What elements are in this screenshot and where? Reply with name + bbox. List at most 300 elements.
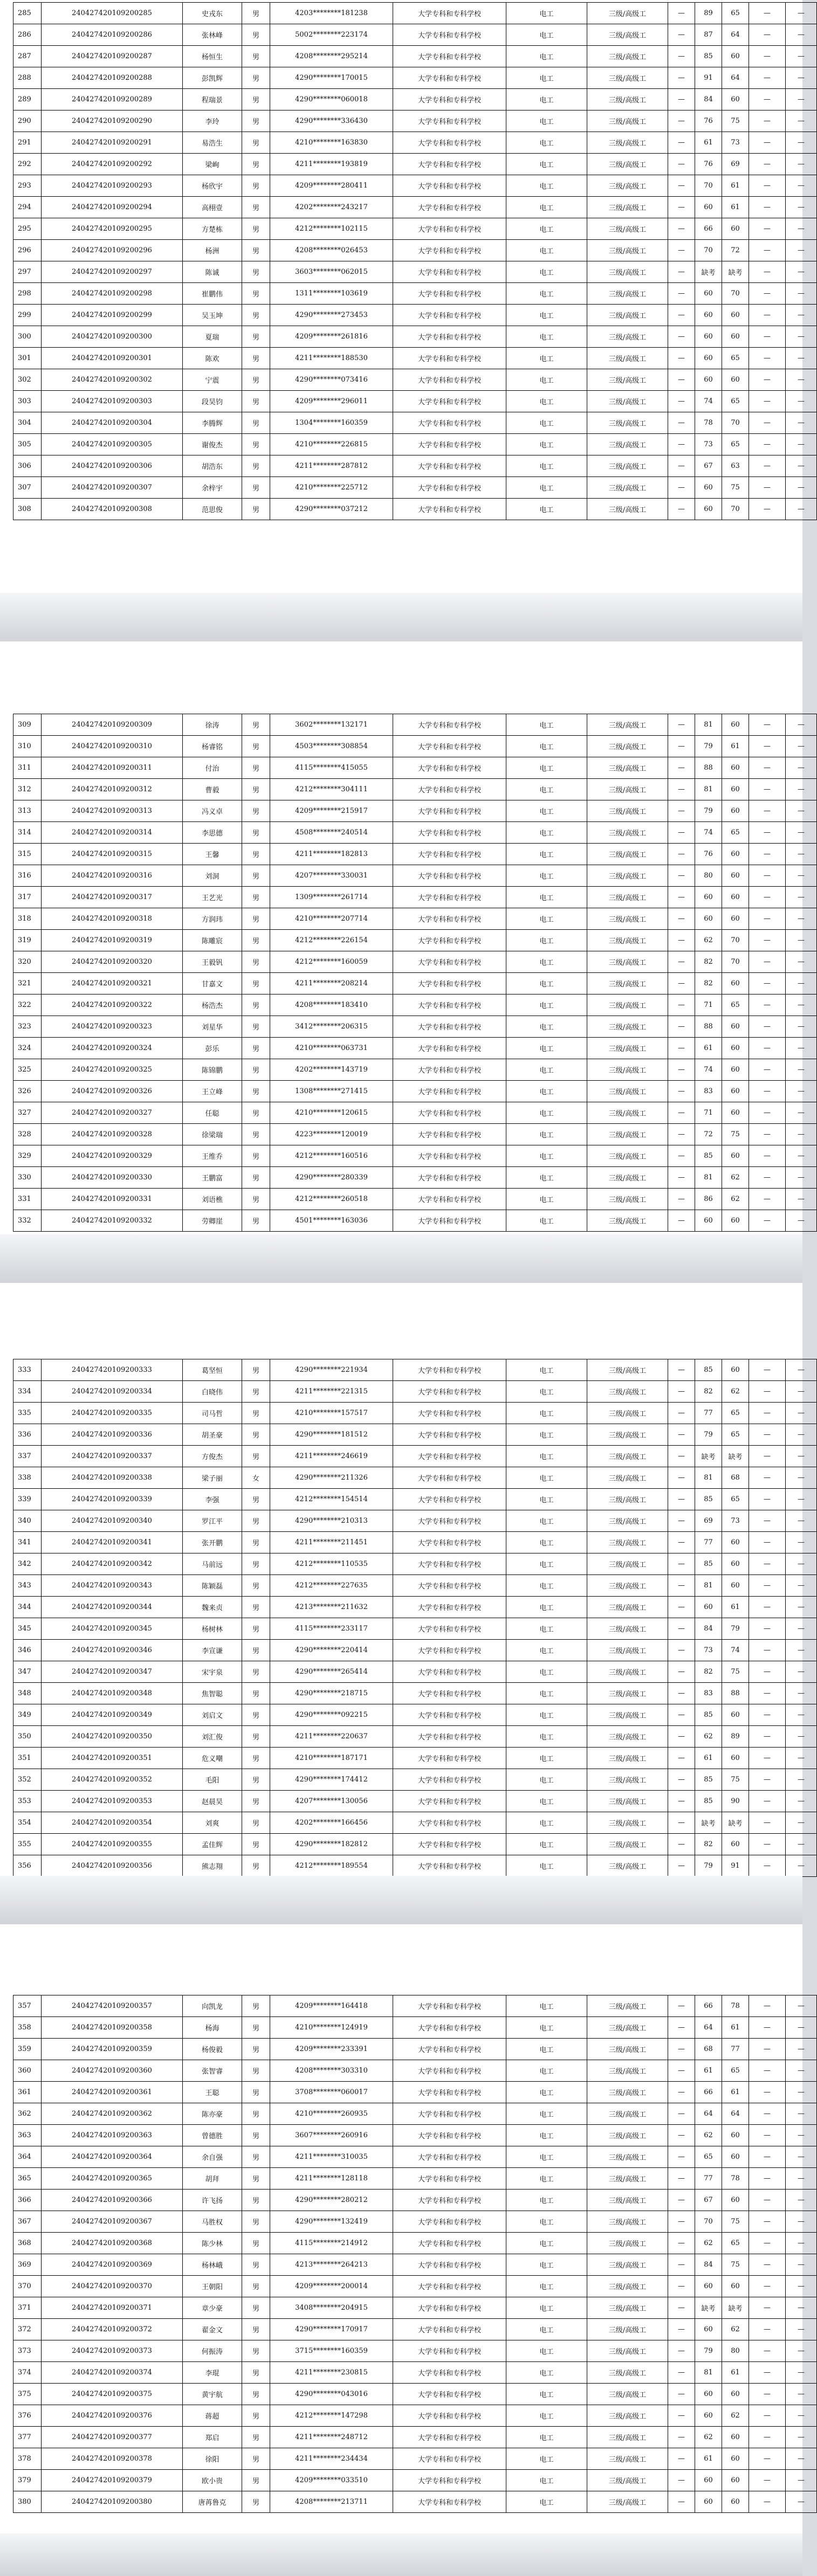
cell-education: 大学专科和专科学校 xyxy=(393,3,506,24)
cell-occupation: 电工 xyxy=(506,1683,587,1704)
cell-name: 欧小贵 xyxy=(183,2470,242,2491)
cell-gender: 男 xyxy=(242,369,270,391)
cell-occupation: 电工 xyxy=(506,2060,587,2082)
cell-id-number: 4290********132419 xyxy=(270,2211,393,2233)
cell-seq: 286 xyxy=(13,24,42,46)
cell-practice-score: 90 xyxy=(722,1791,749,1812)
cell-theory-score: 85 xyxy=(695,1489,722,1510)
cell-practice-score: 70 xyxy=(722,412,749,434)
cell-occupation: 电工 xyxy=(506,779,587,800)
cell-level: 三级/高级工 xyxy=(587,800,668,822)
cell-practice-score: 60 xyxy=(722,800,749,822)
cell-seq: 353 xyxy=(13,1791,42,1812)
cell-comprehensive: — xyxy=(749,1446,786,1467)
cell-id-number: 4210********063731 xyxy=(270,1038,393,1059)
cell-exam-id: 240427420109200299 xyxy=(42,305,183,326)
cell-education: 大学专科和专科学校 xyxy=(393,1102,506,1124)
cell-education: 大学专科和专科学校 xyxy=(393,2384,506,2405)
cell-exam-id: 240427420109200332 xyxy=(42,1210,183,1232)
table-row xyxy=(13,1124,817,1145)
cell-id-number: 1304********160359 xyxy=(270,412,393,434)
cell-result: — xyxy=(786,1704,817,1726)
cell-comprehensive: — xyxy=(749,2427,786,2448)
cell-name: 陈亦豪 xyxy=(183,2103,242,2125)
cell-comprehensive: — xyxy=(749,1381,786,1403)
cell-result: — xyxy=(786,1791,817,1812)
table-row xyxy=(13,2405,817,2427)
cell-name: 罗江平 xyxy=(183,1510,242,1532)
cell-gender: 男 xyxy=(242,2362,270,2384)
cell-occupation: 电工 xyxy=(506,348,587,369)
cell-level: 三级/高级工 xyxy=(587,908,668,930)
cell-gender: 男 xyxy=(242,46,270,67)
table-row xyxy=(13,2470,817,2491)
cell-level: 三级/高级工 xyxy=(587,391,668,412)
cell-occupation: 电工 xyxy=(506,1210,587,1232)
table-row xyxy=(13,89,817,111)
document-page xyxy=(0,0,805,593)
cell-exam-id: 240427420109200357 xyxy=(42,1995,183,2017)
cell-result: — xyxy=(786,1834,817,1855)
cell-comprehensive: — xyxy=(749,2103,786,2125)
cell-level: 三级/高级工 xyxy=(587,1038,668,1059)
cell-level: 三级/高级工 xyxy=(587,973,668,995)
cell-practice-score: 60 xyxy=(722,2427,749,2448)
table-row xyxy=(13,348,817,369)
cell-education: 大学专科和专科学校 xyxy=(393,951,506,973)
cell-gender: 男 xyxy=(242,887,270,908)
cell-occupation: 电工 xyxy=(506,2405,587,2427)
cell-level: 三级/高级工 xyxy=(587,2017,668,2039)
cell-level: 三级/高级工 xyxy=(587,1726,668,1748)
cell-gender: 男 xyxy=(242,1403,270,1424)
cell-theory-note: — xyxy=(668,455,695,477)
cell-level: 三级/高级工 xyxy=(587,283,668,305)
cell-practice-score: 60 xyxy=(722,369,749,391)
cell-result: — xyxy=(786,930,817,951)
table-row xyxy=(13,434,817,455)
cell-education: 大学专科和专科学校 xyxy=(393,348,506,369)
table-row xyxy=(13,1726,817,1748)
cell-occupation: 电工 xyxy=(506,305,587,326)
cell-comprehensive: — xyxy=(749,1359,786,1381)
cell-education: 大学专科和专科学校 xyxy=(393,2082,506,2103)
cell-theory-note: — xyxy=(668,348,695,369)
cell-theory-note: — xyxy=(668,2319,695,2340)
cell-theory-score: 83 xyxy=(695,1683,722,1704)
cell-occupation: 电工 xyxy=(506,1424,587,1446)
cell-comprehensive: — xyxy=(749,1855,786,1877)
cell-practice-score: 61 xyxy=(722,2082,749,2103)
cell-id-number: 4290********336430 xyxy=(270,111,393,132)
score-table xyxy=(13,2,817,520)
cell-result: — xyxy=(786,24,817,46)
cell-comprehensive: — xyxy=(749,240,786,261)
cell-exam-id: 240427420109200295 xyxy=(42,218,183,240)
cell-name: 陈少林 xyxy=(183,2233,242,2254)
cell-theory-note: — xyxy=(668,995,695,1016)
cell-occupation: 电工 xyxy=(506,1661,587,1683)
cell-name: 李玲 xyxy=(183,111,242,132)
cell-name: 夏瑞 xyxy=(183,326,242,348)
cell-level: 三级/高级工 xyxy=(587,240,668,261)
cell-seq: 307 xyxy=(13,477,42,499)
cell-occupation: 电工 xyxy=(506,2340,587,2362)
cell-theory-note: — xyxy=(668,2491,695,2513)
cell-theory-note: — xyxy=(668,951,695,973)
cell-theory-note: — xyxy=(668,2448,695,2470)
cell-comprehensive: — xyxy=(749,736,786,757)
cell-exam-id: 240427420109200330 xyxy=(42,1167,183,1189)
cell-id-number: 4212********160059 xyxy=(270,951,393,973)
cell-comprehensive: — xyxy=(749,1124,786,1145)
cell-gender: 男 xyxy=(242,2039,270,2060)
cell-theory-note: — xyxy=(668,2190,695,2211)
cell-name: 陈锦鹏 xyxy=(183,1059,242,1081)
cell-occupation: 电工 xyxy=(506,1489,587,1510)
cell-seq: 330 xyxy=(13,1167,42,1189)
cell-id-number: 4290********273453 xyxy=(270,305,393,326)
cell-theory-note: — xyxy=(668,1834,695,1855)
cell-name: 徐涛 xyxy=(183,714,242,736)
cell-level: 三级/高级工 xyxy=(587,1424,668,1446)
cell-gender: 男 xyxy=(242,89,270,111)
cell-seq: 327 xyxy=(13,1102,42,1124)
cell-seq: 318 xyxy=(13,908,42,930)
cell-seq: 312 xyxy=(13,779,42,800)
document-page xyxy=(0,1924,805,2533)
cell-result: — xyxy=(786,1403,817,1424)
cell-education: 大学专科和专科学校 xyxy=(393,46,506,67)
cell-practice-score: 62 xyxy=(722,2405,749,2427)
cell-result: — xyxy=(786,434,817,455)
cell-exam-id: 240427420109200350 xyxy=(42,1726,183,1748)
cell-exam-id: 240427420109200355 xyxy=(42,1834,183,1855)
cell-comprehensive: — xyxy=(749,757,786,779)
cell-level: 三级/高级工 xyxy=(587,1059,668,1081)
cell-theory-note: — xyxy=(668,1532,695,1553)
cell-comprehensive: — xyxy=(749,1102,786,1124)
cell-theory-score: 60 xyxy=(695,283,722,305)
cell-level: 三级/高级工 xyxy=(587,757,668,779)
cell-exam-id: 240427420109200354 xyxy=(42,1812,183,1834)
cell-name: 刘爽 xyxy=(183,1812,242,1834)
cell-seq: 285 xyxy=(13,3,42,24)
cell-level: 三级/高级工 xyxy=(587,714,668,736)
cell-result: — xyxy=(786,283,817,305)
cell-seq: 311 xyxy=(13,757,42,779)
cell-comprehensive: — xyxy=(749,973,786,995)
cell-comprehensive: — xyxy=(749,2340,786,2362)
cell-occupation: 电工 xyxy=(506,2384,587,2405)
cell-theory-score: 88 xyxy=(695,1016,722,1038)
table-row xyxy=(13,995,817,1016)
cell-occupation: 电工 xyxy=(506,1855,587,1877)
cell-exam-id: 240427420109200347 xyxy=(42,1661,183,1683)
cell-theory-score: 81 xyxy=(695,1167,722,1189)
cell-result: — xyxy=(786,951,817,973)
cell-occupation: 电工 xyxy=(506,2103,587,2125)
cell-comprehensive: — xyxy=(749,24,786,46)
cell-gender: 男 xyxy=(242,1812,270,1834)
cell-level: 三级/高级工 xyxy=(587,67,668,89)
cell-gender: 男 xyxy=(242,2146,270,2168)
cell-occupation: 电工 xyxy=(506,1059,587,1081)
cell-theory-note: — xyxy=(668,67,695,89)
cell-id-number: 4290********211326 xyxy=(270,1467,393,1489)
cell-education: 大学专科和专科学校 xyxy=(393,2211,506,2233)
cell-practice-score: 64 xyxy=(722,67,749,89)
cell-level: 三级/高级工 xyxy=(587,218,668,240)
cell-level: 三级/高级工 xyxy=(587,2125,668,2146)
cell-education: 大学专科和专科学校 xyxy=(393,67,506,89)
cell-exam-id: 240427420109200320 xyxy=(42,951,183,973)
cell-result: — xyxy=(786,2146,817,2168)
cell-level: 三级/高级工 xyxy=(587,434,668,455)
cell-level: 三级/高级工 xyxy=(587,1489,668,1510)
cell-practice-score: 缺考 xyxy=(722,261,749,283)
cell-result: — xyxy=(786,714,817,736)
cell-practice-score: 60 xyxy=(722,1532,749,1553)
cell-gender: 男 xyxy=(242,2470,270,2491)
cell-exam-id: 240427420109200335 xyxy=(42,1403,183,1424)
cell-level: 三级/高级工 xyxy=(587,2168,668,2190)
cell-id-number: 4501********163036 xyxy=(270,1210,393,1232)
cell-result: — xyxy=(786,2211,817,2233)
cell-id-number: 4212********260518 xyxy=(270,1189,393,1210)
cell-result: — xyxy=(786,305,817,326)
cell-education: 大学专科和专科学校 xyxy=(393,1167,506,1189)
table-row xyxy=(13,1102,817,1124)
cell-gender: 男 xyxy=(242,1102,270,1124)
cell-result: — xyxy=(786,1597,817,1618)
cell-theory-score: 73 xyxy=(695,434,722,455)
cell-name: 王朝阳 xyxy=(183,2276,242,2297)
cell-seq: 292 xyxy=(13,154,42,175)
cell-gender: 男 xyxy=(242,865,270,887)
cell-result: — xyxy=(786,779,817,800)
cell-name: 杨树林 xyxy=(183,1618,242,1640)
cell-theory-score: 82 xyxy=(695,973,722,995)
cell-level: 三级/高级工 xyxy=(587,1661,668,1683)
cell-id-number: 4202********166456 xyxy=(270,1812,393,1834)
cell-comprehensive: — xyxy=(749,1016,786,1038)
cell-occupation: 电工 xyxy=(506,2233,587,2254)
cell-practice-score: 79 xyxy=(722,1618,749,1640)
cell-seq: 309 xyxy=(13,714,42,736)
cell-exam-id: 240427420109200313 xyxy=(42,800,183,822)
cell-name: 刘汇俊 xyxy=(183,1726,242,1748)
table-row xyxy=(13,2082,817,2103)
cell-level: 三级/高级工 xyxy=(587,2233,668,2254)
cell-theory-note: — xyxy=(668,132,695,154)
cell-theory-score: 65 xyxy=(695,2146,722,2168)
cell-exam-id: 240427420109200296 xyxy=(42,240,183,261)
cell-id-number: 4207********330031 xyxy=(270,865,393,887)
cell-practice-score: 65 xyxy=(722,1424,749,1446)
cell-theory-score: 61 xyxy=(695,1748,722,1769)
cell-exam-id: 240427420109200361 xyxy=(42,2082,183,2103)
cell-id-number: 4211********188530 xyxy=(270,348,393,369)
cell-theory-score: 缺考 xyxy=(695,1812,722,1834)
cell-result: — xyxy=(786,1381,817,1403)
cell-result: — xyxy=(786,1446,817,1467)
cell-name: 胡浩东 xyxy=(183,455,242,477)
cell-theory-note: — xyxy=(668,1748,695,1769)
cell-name: 王维乔 xyxy=(183,1145,242,1167)
cell-occupation: 电工 xyxy=(506,1016,587,1038)
cell-seq: 294 xyxy=(13,197,42,218)
cell-name: 张智睿 xyxy=(183,2060,242,2082)
cell-theory-note: — xyxy=(668,822,695,844)
table-row xyxy=(13,24,817,46)
cell-result: — xyxy=(786,89,817,111)
cell-theory-note: — xyxy=(668,800,695,822)
cell-occupation: 电工 xyxy=(506,1748,587,1769)
cell-exam-id: 240427420109200306 xyxy=(42,455,183,477)
cell-gender: 男 xyxy=(242,1661,270,1683)
cell-name: 梁子丽 xyxy=(183,1467,242,1489)
cell-gender: 男 xyxy=(242,154,270,175)
cell-education: 大学专科和专科学校 xyxy=(393,1467,506,1489)
cell-practice-score: 75 xyxy=(722,111,749,132)
cell-education: 大学专科和专科学校 xyxy=(393,822,506,844)
cell-practice-score: 63 xyxy=(722,455,749,477)
cell-education: 大学专科和专科学校 xyxy=(393,240,506,261)
cell-education: 大学专科和专科学校 xyxy=(393,1038,506,1059)
cell-name: 毛阳 xyxy=(183,1769,242,1791)
cell-practice-score: 60 xyxy=(722,1145,749,1167)
cell-education: 大学专科和专科学校 xyxy=(393,2427,506,2448)
cell-theory-score: 60 xyxy=(695,2405,722,2427)
cell-id-number: 5002********223174 xyxy=(270,24,393,46)
table-row xyxy=(13,240,817,261)
cell-seq: 366 xyxy=(13,2190,42,2211)
cell-seq: 304 xyxy=(13,412,42,434)
cell-theory-note: — xyxy=(668,1124,695,1145)
cell-seq: 313 xyxy=(13,800,42,822)
cell-education: 大学专科和专科学校 xyxy=(393,1855,506,1877)
cell-seq: 301 xyxy=(13,348,42,369)
cell-comprehensive: — xyxy=(749,2211,786,2233)
cell-practice-score: 61 xyxy=(722,2017,749,2039)
table-row xyxy=(13,67,817,89)
cell-level: 三级/高级工 xyxy=(587,2384,668,2405)
cell-theory-note: — xyxy=(668,2233,695,2254)
cell-gender: 男 xyxy=(242,2405,270,2427)
table-row xyxy=(13,326,817,348)
cell-practice-score: 88 xyxy=(722,1683,749,1704)
cell-occupation: 电工 xyxy=(506,326,587,348)
page-separator xyxy=(0,1234,802,1283)
cell-seq: 338 xyxy=(13,1467,42,1489)
cell-gender: 男 xyxy=(242,1189,270,1210)
cell-seq: 302 xyxy=(13,369,42,391)
cell-name: 刘语樵 xyxy=(183,1189,242,1210)
cell-comprehensive: — xyxy=(749,412,786,434)
cell-level: 三级/高级工 xyxy=(587,1359,668,1381)
cell-result: — xyxy=(786,844,817,865)
cell-theory-note: — xyxy=(668,1102,695,1124)
cell-exam-id: 240427420109200327 xyxy=(42,1102,183,1124)
cell-occupation: 电工 xyxy=(506,1834,587,1855)
cell-exam-id: 240427420109200316 xyxy=(42,865,183,887)
cell-comprehensive: — xyxy=(749,1791,786,1812)
cell-theory-score: 64 xyxy=(695,2103,722,2125)
table-row xyxy=(13,736,817,757)
cell-level: 三级/高级工 xyxy=(587,1769,668,1791)
cell-result: — xyxy=(786,2491,817,2513)
cell-occupation: 电工 xyxy=(506,973,587,995)
cell-practice-score: 60 xyxy=(722,1210,749,1232)
cell-education: 大学专科和专科学校 xyxy=(393,434,506,455)
table-row xyxy=(13,2276,817,2297)
cell-exam-id: 240427420109200319 xyxy=(42,930,183,951)
cell-comprehensive: — xyxy=(749,434,786,455)
cell-theory-score: 85 xyxy=(695,1704,722,1726)
table-row xyxy=(13,1683,817,1704)
cell-exam-id: 240427420109200290 xyxy=(42,111,183,132)
cell-theory-note: — xyxy=(668,1575,695,1597)
cell-exam-id: 240427420109200351 xyxy=(42,1748,183,1769)
cell-theory-note: — xyxy=(668,3,695,24)
cell-theory-note: — xyxy=(668,1510,695,1532)
cell-seq: 291 xyxy=(13,132,42,154)
cell-level: 三级/高级工 xyxy=(587,2448,668,2470)
cell-practice-score: 74 xyxy=(722,1640,749,1661)
cell-education: 大学专科和专科学校 xyxy=(393,2254,506,2276)
cell-gender: 男 xyxy=(242,1059,270,1081)
cell-seq: 370 xyxy=(13,2276,42,2297)
cell-practice-score: 60 xyxy=(722,779,749,800)
cell-name: 曾德胜 xyxy=(183,2125,242,2146)
cell-occupation: 电工 xyxy=(506,1791,587,1812)
cell-id-number: 4211********182813 xyxy=(270,844,393,865)
cell-result: — xyxy=(786,1189,817,1210)
page-separator xyxy=(0,593,802,641)
cell-theory-note: — xyxy=(668,1016,695,1038)
table-row xyxy=(13,1769,817,1791)
cell-gender: 男 xyxy=(242,412,270,434)
cell-occupation: 电工 xyxy=(506,887,587,908)
cell-exam-id: 240427420109200360 xyxy=(42,2060,183,2082)
cell-theory-score: 66 xyxy=(695,1995,722,2017)
cell-exam-id: 240427420109200329 xyxy=(42,1145,183,1167)
cell-exam-id: 240427420109200375 xyxy=(42,2384,183,2405)
cell-exam-id: 240427420109200338 xyxy=(42,1467,183,1489)
cell-result: — xyxy=(786,2060,817,2082)
page-separator xyxy=(0,1876,802,1924)
cell-theory-score: 66 xyxy=(695,2082,722,2103)
table-row xyxy=(13,1812,817,1834)
cell-education: 大学专科和专科学校 xyxy=(393,1995,506,2017)
cell-occupation: 电工 xyxy=(506,391,587,412)
cell-theory-score: 79 xyxy=(695,736,722,757)
cell-exam-id: 240427420109200294 xyxy=(42,197,183,218)
cell-practice-score: 缺考 xyxy=(722,1812,749,1834)
cell-occupation: 电工 xyxy=(506,757,587,779)
table-row xyxy=(13,1791,817,1812)
cell-seq: 298 xyxy=(13,283,42,305)
cell-theory-score: 91 xyxy=(695,67,722,89)
cell-practice-score: 70 xyxy=(722,951,749,973)
cell-comprehensive: — xyxy=(749,1748,786,1769)
cell-exam-id: 240427420109200326 xyxy=(42,1081,183,1102)
cell-id-number: 1311********103619 xyxy=(270,283,393,305)
cell-education: 大学专科和专科学校 xyxy=(393,1210,506,1232)
cell-result: — xyxy=(786,1038,817,1059)
cell-level: 三级/高级工 xyxy=(587,1597,668,1618)
